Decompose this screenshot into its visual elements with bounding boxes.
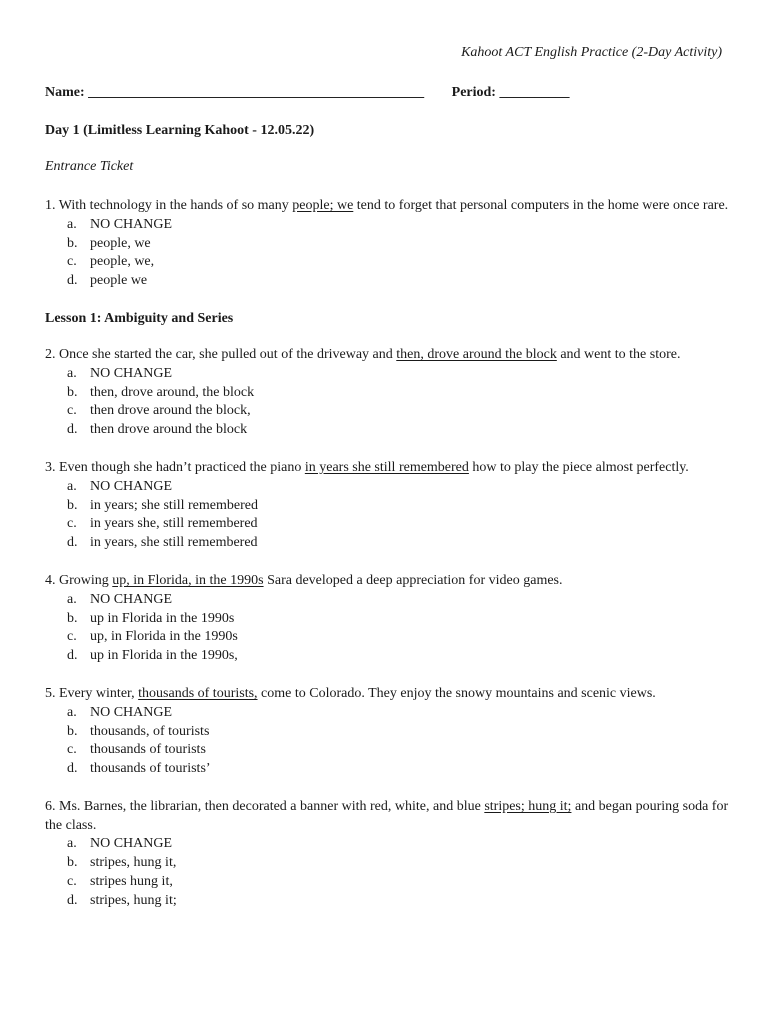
answer-option[interactable] xyxy=(45,591,735,610)
answer-option[interactable] xyxy=(45,647,735,666)
option-letter: b. xyxy=(67,610,78,626)
option-letter: a. xyxy=(67,836,77,852)
underlined-phrase: stripes; hung it; xyxy=(484,799,572,814)
answer-option[interactable] xyxy=(45,723,735,742)
answer-option[interactable] xyxy=(45,272,735,291)
answer-option[interactable] xyxy=(45,365,735,384)
answer-option[interactable] xyxy=(45,515,735,534)
question-text xyxy=(45,572,735,591)
option-text: up in Florida in the 1990s xyxy=(90,610,235,626)
question-text-pre: 5. Every winter, xyxy=(45,686,139,701)
question-text-pre: 1. With technology in the hands of so many xyxy=(45,198,293,213)
answer-options xyxy=(45,216,735,292)
answer-option[interactable] xyxy=(45,235,735,254)
answer-options xyxy=(45,478,735,554)
name-field-label: Name: ________________________________________________ xyxy=(45,85,425,100)
question-5 xyxy=(45,685,735,779)
question-1 xyxy=(45,197,735,291)
question-text-post: and began pouring soda for the class. xyxy=(45,799,729,833)
option-letter: c. xyxy=(67,403,77,419)
question-text xyxy=(45,459,735,478)
option-text: NO CHANGE xyxy=(90,836,173,852)
option-text: NO CHANGE xyxy=(90,478,173,494)
answer-option[interactable] xyxy=(45,384,735,403)
answer-option[interactable] xyxy=(45,628,735,647)
answer-option[interactable] xyxy=(45,402,735,421)
option-letter: c. xyxy=(67,516,77,532)
question-text-post: how to play the piece almost perfectly. xyxy=(468,460,689,475)
answer-option[interactable] xyxy=(45,253,735,272)
question-text-post: tend to forget that personal computers in the home were once rare. xyxy=(353,198,729,213)
option-text: stripes, hung it; xyxy=(90,892,177,908)
option-text: thousands of tourists’ xyxy=(90,761,211,777)
question-text xyxy=(45,685,735,704)
day1-heading: Day 1 (Limitless Learning Kahoot - 12.05.22) xyxy=(45,123,315,138)
option-text: stripes, hung it, xyxy=(90,855,177,871)
option-letter: b. xyxy=(67,235,78,251)
answer-option[interactable] xyxy=(45,873,735,892)
answer-option[interactable] xyxy=(45,854,735,873)
answer-option[interactable] xyxy=(45,478,735,497)
option-letter: c. xyxy=(67,742,77,758)
answer-option[interactable] xyxy=(45,497,735,516)
lesson1-heading: Lesson 1: Ambiguity and Series xyxy=(45,311,234,326)
option-letter: d. xyxy=(67,761,78,777)
entrance-ticket-heading: Entrance Ticket xyxy=(45,159,134,174)
answer-options xyxy=(45,835,735,911)
period-field-label: Period: __________ xyxy=(451,85,570,100)
question-text-pre: 4. Growing xyxy=(45,573,113,588)
question-6 xyxy=(45,798,735,911)
option-text: in years she, still remembered xyxy=(90,516,258,532)
question-text-pre: 2. Once she started the car, she pulled out of the driveway and xyxy=(45,347,397,362)
option-letter: b. xyxy=(67,855,78,871)
option-letter: c. xyxy=(67,254,77,270)
option-text: NO CHANGE xyxy=(90,591,173,607)
option-letter: d. xyxy=(67,422,78,438)
underlined-phrase: people; we xyxy=(292,198,354,213)
question-4 xyxy=(45,572,735,666)
answer-option[interactable] xyxy=(45,534,735,553)
underlined-phrase: then, drove around the block xyxy=(396,347,557,362)
question-text xyxy=(45,798,735,835)
answer-option[interactable] xyxy=(45,741,735,760)
answer-options xyxy=(45,365,735,441)
option-letter: a. xyxy=(67,478,77,494)
option-letter: d. xyxy=(67,648,78,664)
option-text: stripes hung it, xyxy=(90,874,173,889)
question-text-pre: 6. Ms. Barnes, the librarian, then decorated a banner with red, white, and blue xyxy=(45,799,485,814)
option-letter: d. xyxy=(67,273,78,289)
question-text-post: and went to the store. xyxy=(556,347,681,362)
worksheet-title: Kahoot ACT English Practice (2-Day Activity) xyxy=(461,45,722,60)
option-letter: a. xyxy=(67,704,77,720)
option-text: NO CHANGE xyxy=(90,365,173,381)
name-period-row xyxy=(45,84,569,102)
underlined-phrase: up, in Florida, in the 1990s xyxy=(112,573,264,588)
option-text: then drove around the block xyxy=(90,422,248,438)
option-text: NO CHANGE xyxy=(90,216,173,232)
option-text: people, we, xyxy=(90,254,155,270)
question-3 xyxy=(45,459,735,553)
option-text: up, in Florida in the 1990s xyxy=(90,629,238,645)
underlined-phrase: in years she still remembered xyxy=(304,460,469,475)
option-letter: b. xyxy=(67,497,78,513)
option-letter: a. xyxy=(67,216,77,232)
option-text: people, we xyxy=(90,235,151,251)
answer-option[interactable] xyxy=(45,835,735,854)
question-text-pre: 3. Even though she hadn’t practiced the piano xyxy=(45,460,305,475)
answer-option[interactable] xyxy=(45,610,735,629)
option-text: thousands, of tourists xyxy=(90,723,210,739)
option-letter: a. xyxy=(67,591,77,607)
question-text xyxy=(45,197,735,216)
question-2 xyxy=(45,346,735,440)
answer-option[interactable] xyxy=(45,704,735,723)
option-text: NO CHANGE xyxy=(90,704,173,720)
answer-option[interactable] xyxy=(45,892,735,911)
answer-options xyxy=(45,704,735,780)
answer-options xyxy=(45,591,735,667)
answer-option[interactable] xyxy=(45,216,735,235)
option-letter: d. xyxy=(67,892,78,908)
question-text-post: Sara developed a deep appreciation for video games. xyxy=(263,573,563,588)
question-text xyxy=(45,346,735,365)
option-text: then, drove around, the block xyxy=(90,384,255,400)
option-text: in years, she still remembered xyxy=(90,535,258,551)
answer-option[interactable] xyxy=(45,760,735,779)
option-text: thousands of tourists xyxy=(90,742,206,758)
option-letter: b. xyxy=(67,723,78,739)
option-text: up in Florida in the 1990s, xyxy=(90,648,238,664)
option-text: then drove around the block, xyxy=(90,403,251,419)
underlined-phrase: thousands of tourists, xyxy=(138,686,258,701)
question-text-post: come to Colorado. They enjoy the snowy mountains and scenic views. xyxy=(257,686,656,701)
option-text: in years; she still remembered xyxy=(90,497,258,513)
option-text: people we xyxy=(90,273,148,289)
option-letter: c. xyxy=(67,629,77,645)
option-letter: c. xyxy=(67,874,77,889)
option-letter: b. xyxy=(67,384,78,400)
option-letter: d. xyxy=(67,535,78,551)
option-letter: a. xyxy=(67,365,77,381)
answer-option[interactable] xyxy=(45,421,735,440)
